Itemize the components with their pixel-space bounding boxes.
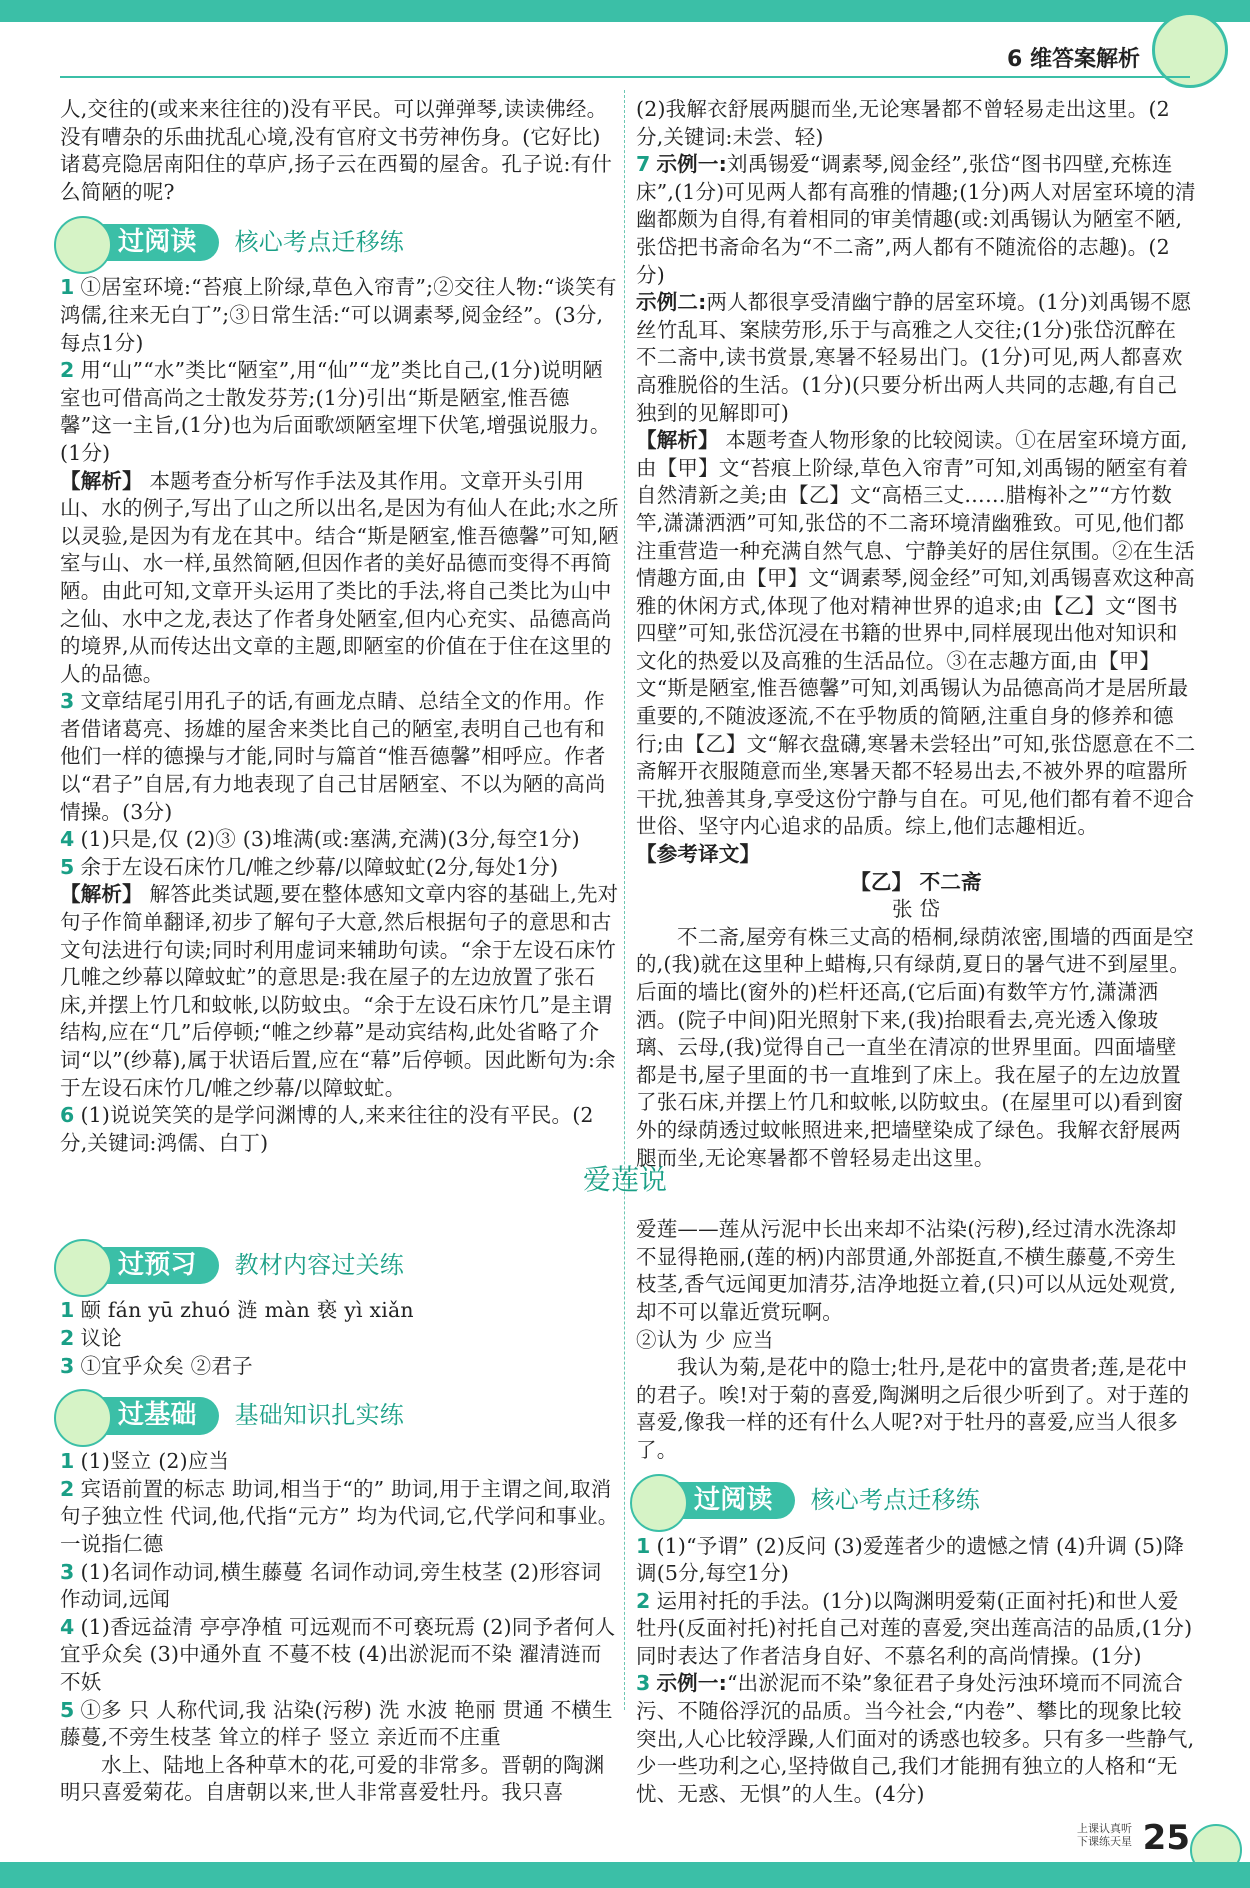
page-header-title: 6 维答案解析 (1007, 47, 1140, 72)
answer-number: 1 (60, 1298, 75, 1323)
translation-paragraph: 水上、陆地上各种草木的花,可爱的非常多。晋朝的陶渊明只喜爱菊花。自唐朝以来,世人非常喜爱牡丹。我只喜 (60, 1752, 605, 1805)
answer-number: 5 (60, 854, 75, 879)
section-header-reading (60, 220, 620, 264)
answer-number: 1 (60, 1449, 75, 1474)
answer-item (60, 688, 620, 826)
section-badge (60, 224, 219, 262)
answer-number: 2 (636, 1588, 651, 1613)
answer-item (636, 1588, 1196, 1671)
bottom-color-bar (0, 1862, 1250, 1888)
answer-item (60, 1448, 620, 1476)
section-badge (636, 1482, 795, 1520)
reference-label (636, 841, 1196, 869)
answer-text: (1)名词作动词,横生藤蔓 名词作动词,旁生枝茎 (2)形容词作动词,远闻 (60, 1559, 602, 1612)
answer-item (636, 1533, 1196, 1588)
header-divider (60, 76, 1190, 78)
answer-text: 议论 (80, 1325, 122, 1350)
section-header-reading (636, 1479, 1196, 1523)
analysis-text: 本题考查人物形象的比较阅读。①在居室环境方面,由【甲】文“苔痕上阶绿,草色入帘青”可知,刘禹锡的陋室有着自然清新之美;由【乙】文“高梧三丈……腊梅补之”“方竹数竿,潇潇洒洒”可知,张岱的不二斋环境清幽雅致。可见,他们都注重营造一种充满自然气息、宁静美好的居住氛围。②在生活情趣方面,由【甲】文“调素琴,阅金经”可知,刘禹锡喜欢这种高雅的休闲方式,体现了他对精神世界的追求;由【乙】文“图书四壁”可知,张岱沉浸在书籍的世界中,同样展现出他对知识和文化的热爱以及高雅的生活品位。③在志趣方面,由【甲】文“斯是陋室,惟吾德馨”可知,刘禹锡认为品德高尚才是居所最重要的,不随波逐流,不在乎物质的简陋,注重自身的修养和德行;由【乙】文“解衣盘礴,寒暑未尝轻出”可知,张岱愿意在不二斋解开衣服随意而坐,寒暑天都不轻易出去,不被外界的喧嚣所干扰,独善其身,享受这份宁静与自在。可见,他们都有着不迎合世俗、坚守内心追求的品质。综上,他们志趣相近。 (636, 428, 1196, 839)
answer-text: 颐 fán yū zhuó 涟 màn 亵 yì xiǎn (80, 1298, 414, 1323)
answer-item (60, 357, 620, 467)
section-subtitle: 核心考点迁移练 (810, 1485, 981, 1514)
translation-paragraph: 不二斋,屋旁有株三丈高的梧桐,绿荫浓密,围墙的西面是空的,(我)就在这里种上蜡梅,只有绿荫,夏日的暑气进不到屋里。后面的墙比(窗外的)栏杆还高,(它后面)有数竿方竹,潇潇洒洒。(院子中间)阳光照射下来,(我)抬眼看去,亮光透入像玻璃、云母,(我)觉得自己一直坐在清凉的世界里面。四面墙壁都是书,屋子里面的书一直堆到了床上。我在屋子的左边放置了张石床,并摆上竹几和蚊帐,以防蚊虫。(在屋里可以)看到窗外的绿荫透过蚊帐照进来,把墙壁染成了绿色。我解衣舒展两腿而坐,无论寒暑都不曾轻易走出这里。 (636, 924, 1194, 1170)
mascot-icon (630, 1474, 688, 1532)
translation-paragraph: 我认为菊,是花中的隐士;牡丹,是花中的富贵者;莲,是花中的君子。唉!对于菊的喜爱,陶渊明之后很少听到了。对于莲的喜爱,像我一样的还有什么人呢?对于牡丹的喜爱,应当人很多了。 (636, 1355, 1190, 1462)
page-number: 25 (1142, 1818, 1190, 1858)
answer-number: 3 (60, 689, 75, 714)
example-label: 示例一: (656, 152, 727, 177)
answer-number: 6 (60, 1103, 75, 1128)
answer-item (60, 1614, 620, 1697)
answer-item (60, 826, 620, 854)
answer-number: 4 (60, 827, 75, 852)
section-badge (60, 1247, 219, 1285)
translation-paragraph: 爱莲——莲从污泥中长出来却不沾染(污秽),经过清水洗涤却不显得艳丽,(莲的柄)内部贯通,外部挺直,不横生藤蔓,不旁生枝茎,香气远闻更加清芬,洁净地挺立着,(只)可以从远处观赏,却不可以靠近赏玩啊。 (636, 1217, 1177, 1324)
answer-number: 2 (60, 1476, 75, 1501)
answer-item (60, 1353, 620, 1381)
answer-item (60, 854, 620, 882)
analysis-label: 【解析】 (636, 428, 719, 453)
answer-number: 7 (636, 152, 651, 177)
answer-number: 5 (60, 1697, 75, 1722)
section-badge (60, 1397, 219, 1435)
translation-continued: 人,交往的(或来来往往的)没有平民。可以弹弹琴,读读佛经。没有嘈杂的乐曲扰乱心境,没有官府文书劳神伤身。(它好比)诸葛亮隐居南阳住的草庐,扬子云在西蜀的屋舍。孔子说:有什么简陋的呢? (60, 97, 613, 204)
answer-text: 运用衬托的手法。(1分)以陶渊明爱菊(正面衬托)和世人爱牡丹(反面衬托)衬托自己对莲的喜爱,突出莲高洁的品质,(1分)同时表达了作者洁身自好、不慕名利的高尚情操。(1分) (636, 1588, 1193, 1668)
answer-text: 用“山”“水”类比“陋室”,用“仙”“龙”类比自己,(1分)说明陋室也可借高尚之士散发芬芳;(1分)引出“斯是陋室,惟吾德馨”这一主旨,(1分)也为后面歌颂陋室埋下伏笔,增强说服力。(1分) (60, 358, 611, 465)
analysis (636, 427, 1196, 841)
answer-item: (2)我解衣舒展两腿而坐,无论寒暑都不曾轻易走出这里。(2分,关键词:未尝、轻) (636, 97, 1170, 149)
answer-text: ①居室环境:“苔痕上阶绿,草色入帘青”;②交往人物:“谈笑有鸿儒,往来无白丁”;③日常生活:“可以调素琴,阅金经”。(3分,每点1分) (60, 275, 617, 355)
section-title: 过阅读 (118, 226, 197, 257)
answer-item: ②认为 少 应当 (636, 1327, 774, 1352)
answer-item (60, 1325, 620, 1353)
answer-text: 刘禹锡爱“调素琴,阅金经”,张岱“图书四壁,充栋连床”,(1分)可见两人都有高雅的情趣;(1分)两人对居室环境的清幽都颇为自得,有着相同的审美情趣(或:刘禹锡认为陋室不陋,张岱把书斋命名为“不二斋”,两人都有不随流俗的志趣)。(2分) (636, 152, 1196, 287)
answer-item (636, 1670, 1196, 1808)
answer-text: (1)香远益清 亭亭净植 可远观而不可亵玩焉 (2)同予者何人 宜乎众矣 (3)中通外直 不蔓不枝 (4)出淤泥而不染 濯清涟而不妖 (60, 1614, 616, 1694)
answer-item (60, 1102, 620, 1157)
answer-text: “出淤泥而不染”象征君子身处污浊环境而不同流合污、不随俗浮沉的品质。当今社会,“内卷”、攀比的现象比较突出,人心比较浮躁,人们面对的诱惑也较多。只有多一些静气,少一些功利之心,坚持做自己,我们才能拥有独立的人格和“无忧、无惑、无惧”的人生。(4分) (636, 1671, 1195, 1806)
footer-motto (1077, 1822, 1132, 1848)
answer-item (60, 1297, 620, 1325)
mascot-icon (54, 216, 112, 274)
right-column (636, 96, 1196, 1808)
answer-text: 宾语前置的标志 助词,相当于“的” 助词,用于主谓之间,取消句子独立性 代词,他,代指“元方” 均为代词,它,代学问和事业。一说指仁德 (60, 1476, 619, 1556)
analysis-label: 【解析】 (60, 468, 143, 493)
answer-text: (1)“予谓” (2)反问 (3)爱莲者少的遗憾之情 (4)升调 (5)降调(5分,每空1分) (636, 1533, 1185, 1586)
answer-number: 3 (60, 1353, 75, 1378)
translation-author: 张 岱 (891, 897, 941, 922)
answer-item (60, 1559, 620, 1614)
section-title: 过预习 (118, 1249, 197, 1280)
answer-item (60, 1476, 620, 1559)
example-label: 示例二: (636, 290, 707, 315)
analysis-text: 本题考查分析写作手法及其作用。文章开头引用山、水的例子,写出了山之所以出名,是因为有仙人在此;水之所以灵验,是因为有龙在其中。结合“斯是陋室,惟吾德馨”可知,陋室与山、水一样,虽然简陋,但因作者的美好品德而变得不再简陋。由此可知,文章开头运用了类比的手法,将自己类比为山中之仙、水中之龙,表达了作者身处陋室,但内心充实、品德高尚的境界,从而传达出文章的主题,即陋室的价值在于住在这里的人的品德。 (60, 468, 620, 686)
left-column (60, 96, 620, 1807)
mascot-icon (54, 1389, 112, 1447)
top-color-bar (0, 0, 1250, 22)
spacer (636, 1172, 1196, 1216)
section-subtitle: 教材内容过关练 (234, 1250, 405, 1279)
analysis-label: 【解析】 (60, 882, 143, 907)
answer-item (636, 151, 1196, 289)
article-title: 爱莲说 (582, 1163, 667, 1196)
analysis-text: 解答此类试题,要在整体感知文章内容的基础上,先对句子作简单翻译,初步了解句子大意,然后根据句子的意思和古文句法进行句读;同时利用虚词来辅助句读。“余于左设石床竹几帷之纱幕以障蚊虻”的意思是:我在屋子的左边放置了张石床,并摆上竹几和蚊帐,以防蚊虫。“余于左设石床竹几”是主谓结构,应在“几”后停顿;“帷之纱幕”是动宾结构,此处省略了介词“以”(纱幕),属于状语后置,应在“幕”后停顿。因此断句为:余于左设石床竹几/帷之纱幕/以障蚊虻。 (60, 882, 619, 1100)
section-title: 过基础 (118, 1400, 197, 1431)
answer-item (60, 1697, 620, 1752)
example-label: 示例一: (656, 1671, 727, 1696)
footer-motto-line: 下课练天星 (1077, 1835, 1132, 1848)
answer-text: (1)只是,仅 (2)③ (3)堆满(或:塞满,充满)(3分,每空1分) (80, 827, 580, 852)
translation-title: 【乙】 不二斋 (850, 869, 982, 894)
analysis (60, 468, 620, 689)
analysis (60, 881, 620, 1102)
answer-item (636, 289, 1196, 427)
section-header-preview (60, 1243, 620, 1287)
column-divider (624, 90, 625, 1710)
answer-text: ①多 只 人称代词,我 沾染(污秽) 洗 水波 艳丽 贯通 不横生藤蔓,不旁生枝茎 耸立的样子 竖立 亲近而不庄重 (60, 1697, 613, 1750)
answer-text: 文章结尾引用孔子的话,有画龙点睛、总结全文的作用。作者借诸葛亮、扬雄的屋舍来类比自己的陋室,表明自己也有和他们一样的德操与才能,同时与篇首“惟吾德馨”相呼应。作者以“君子”自居,有力地表现了自己甘居陋室、不以为陋的高尚情操。(3分) (60, 689, 606, 824)
answer-item (60, 274, 620, 357)
answer-text: 两人都很享受清幽宁静的居室环境。(1分)刘禹锡不愿丝竹乱耳、案牍劳形,乐于与高雅之人交往;(1分)张岱沉醉在不二斋中,读书赏景,寒暑不轻易出门。(1分)可见,两人都喜欢高雅脱俗的生活。(1分)(只要分析出两人共同的志趣,有自己独到的见解即可) (636, 290, 1192, 425)
reference-translation-label: 【参考译文】 (636, 842, 761, 867)
answer-number: 2 (60, 1325, 75, 1350)
answer-text: ①宜乎众矣 ②君子 (80, 1353, 253, 1378)
section-title: 过阅读 (694, 1484, 773, 1515)
answer-number: 4 (60, 1614, 75, 1639)
answer-text: 余于左设石床竹几/帷之纱幕/以障蚊虻(2分,每处1分) (80, 854, 559, 879)
section-header-basics (60, 1394, 620, 1438)
answer-number: 1 (60, 275, 75, 300)
answer-number: 2 (60, 358, 75, 383)
answer-text: (1)说说笑笑的是学问渊博的人,来来往往的没有平民。(2分,关键词:鸿儒、白丁) (60, 1103, 594, 1155)
answer-number: 3 (60, 1559, 75, 1584)
answer-number: 3 (636, 1671, 651, 1696)
answer-number: 1 (636, 1533, 651, 1558)
section-subtitle: 核心考点迁移练 (234, 227, 405, 256)
footer-motto-line: 上课认真听 (1077, 1822, 1132, 1835)
mascot-icon (54, 1239, 112, 1297)
section-subtitle: 基础知识扎实练 (234, 1401, 405, 1430)
answer-text: (1)竖立 (2)应当 (80, 1449, 230, 1474)
